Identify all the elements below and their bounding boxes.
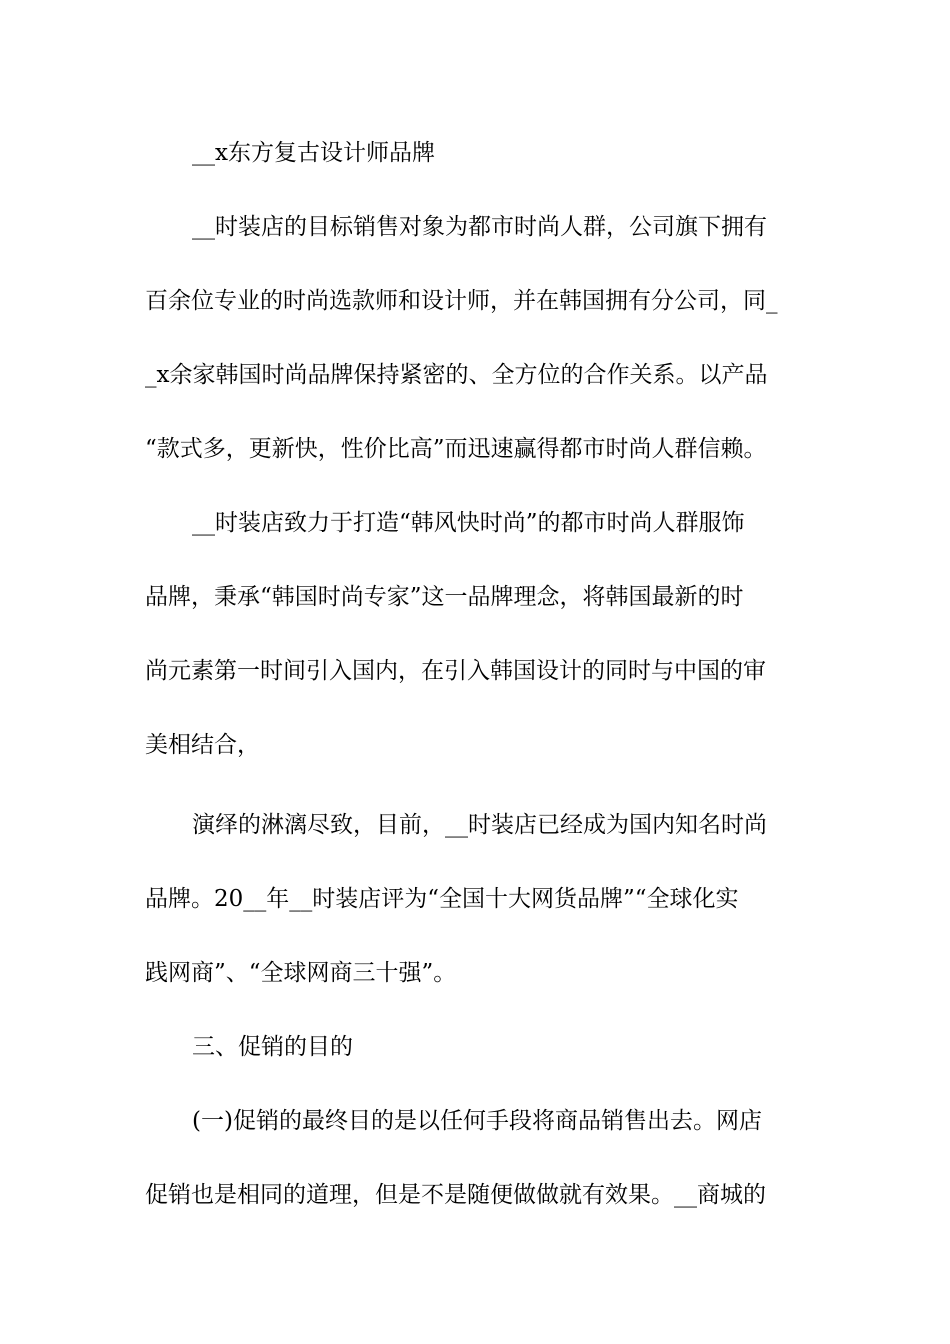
paragraph-line: 促销也是相同的道理，但是不是随便做做就有效果。__商城的 [145,1182,766,1208]
paragraph-line: 美相结合， [145,732,260,758]
paragraph-line: 品牌，秉承“韩国时尚专家”这一品牌理念，将韩国最新的时 [145,584,744,610]
section-heading: 三、促销的目的 [192,1034,353,1060]
paragraph-line: __时装店的目标销售对象为都市时尚人群，公司旗下拥有 [192,214,767,240]
paragraph-line: “款式多，更新快，性价比高”而迅速赢得都市时尚人群信赖。 [145,436,767,462]
paragraph-line: 践网商”、“全球网商三十强”。 [145,960,457,986]
paragraph-line: (一)促销的最终目的是以任何手段将商品销售出去。网店 [192,1108,762,1134]
paragraph-line: _x余家韩国时尚品牌保持紧密的、全方位的合作关系。以产品 [145,362,768,388]
paragraph-line: 演绎的淋漓尽致，目前，__时装店已经成为国内知名时尚 [192,812,767,838]
paragraph-line: 品牌。20__年__时装店评为“全国十大网货品牌”“全球化实 [145,886,739,912]
paragraph-line: __时装店致力于打造“韩风快时尚”的都市时尚人群服饰 [192,510,745,536]
paragraph-line: 尚元素第一时间引入国内，在引入韩国设计的同时与中国的审 [145,658,766,684]
paragraph-heading-brand: __x东方复古设计师品牌 [192,140,435,166]
paragraph-line: 百余位专业的时尚选款师和设计师，并在韩国拥有分公司，同_ [145,288,778,314]
